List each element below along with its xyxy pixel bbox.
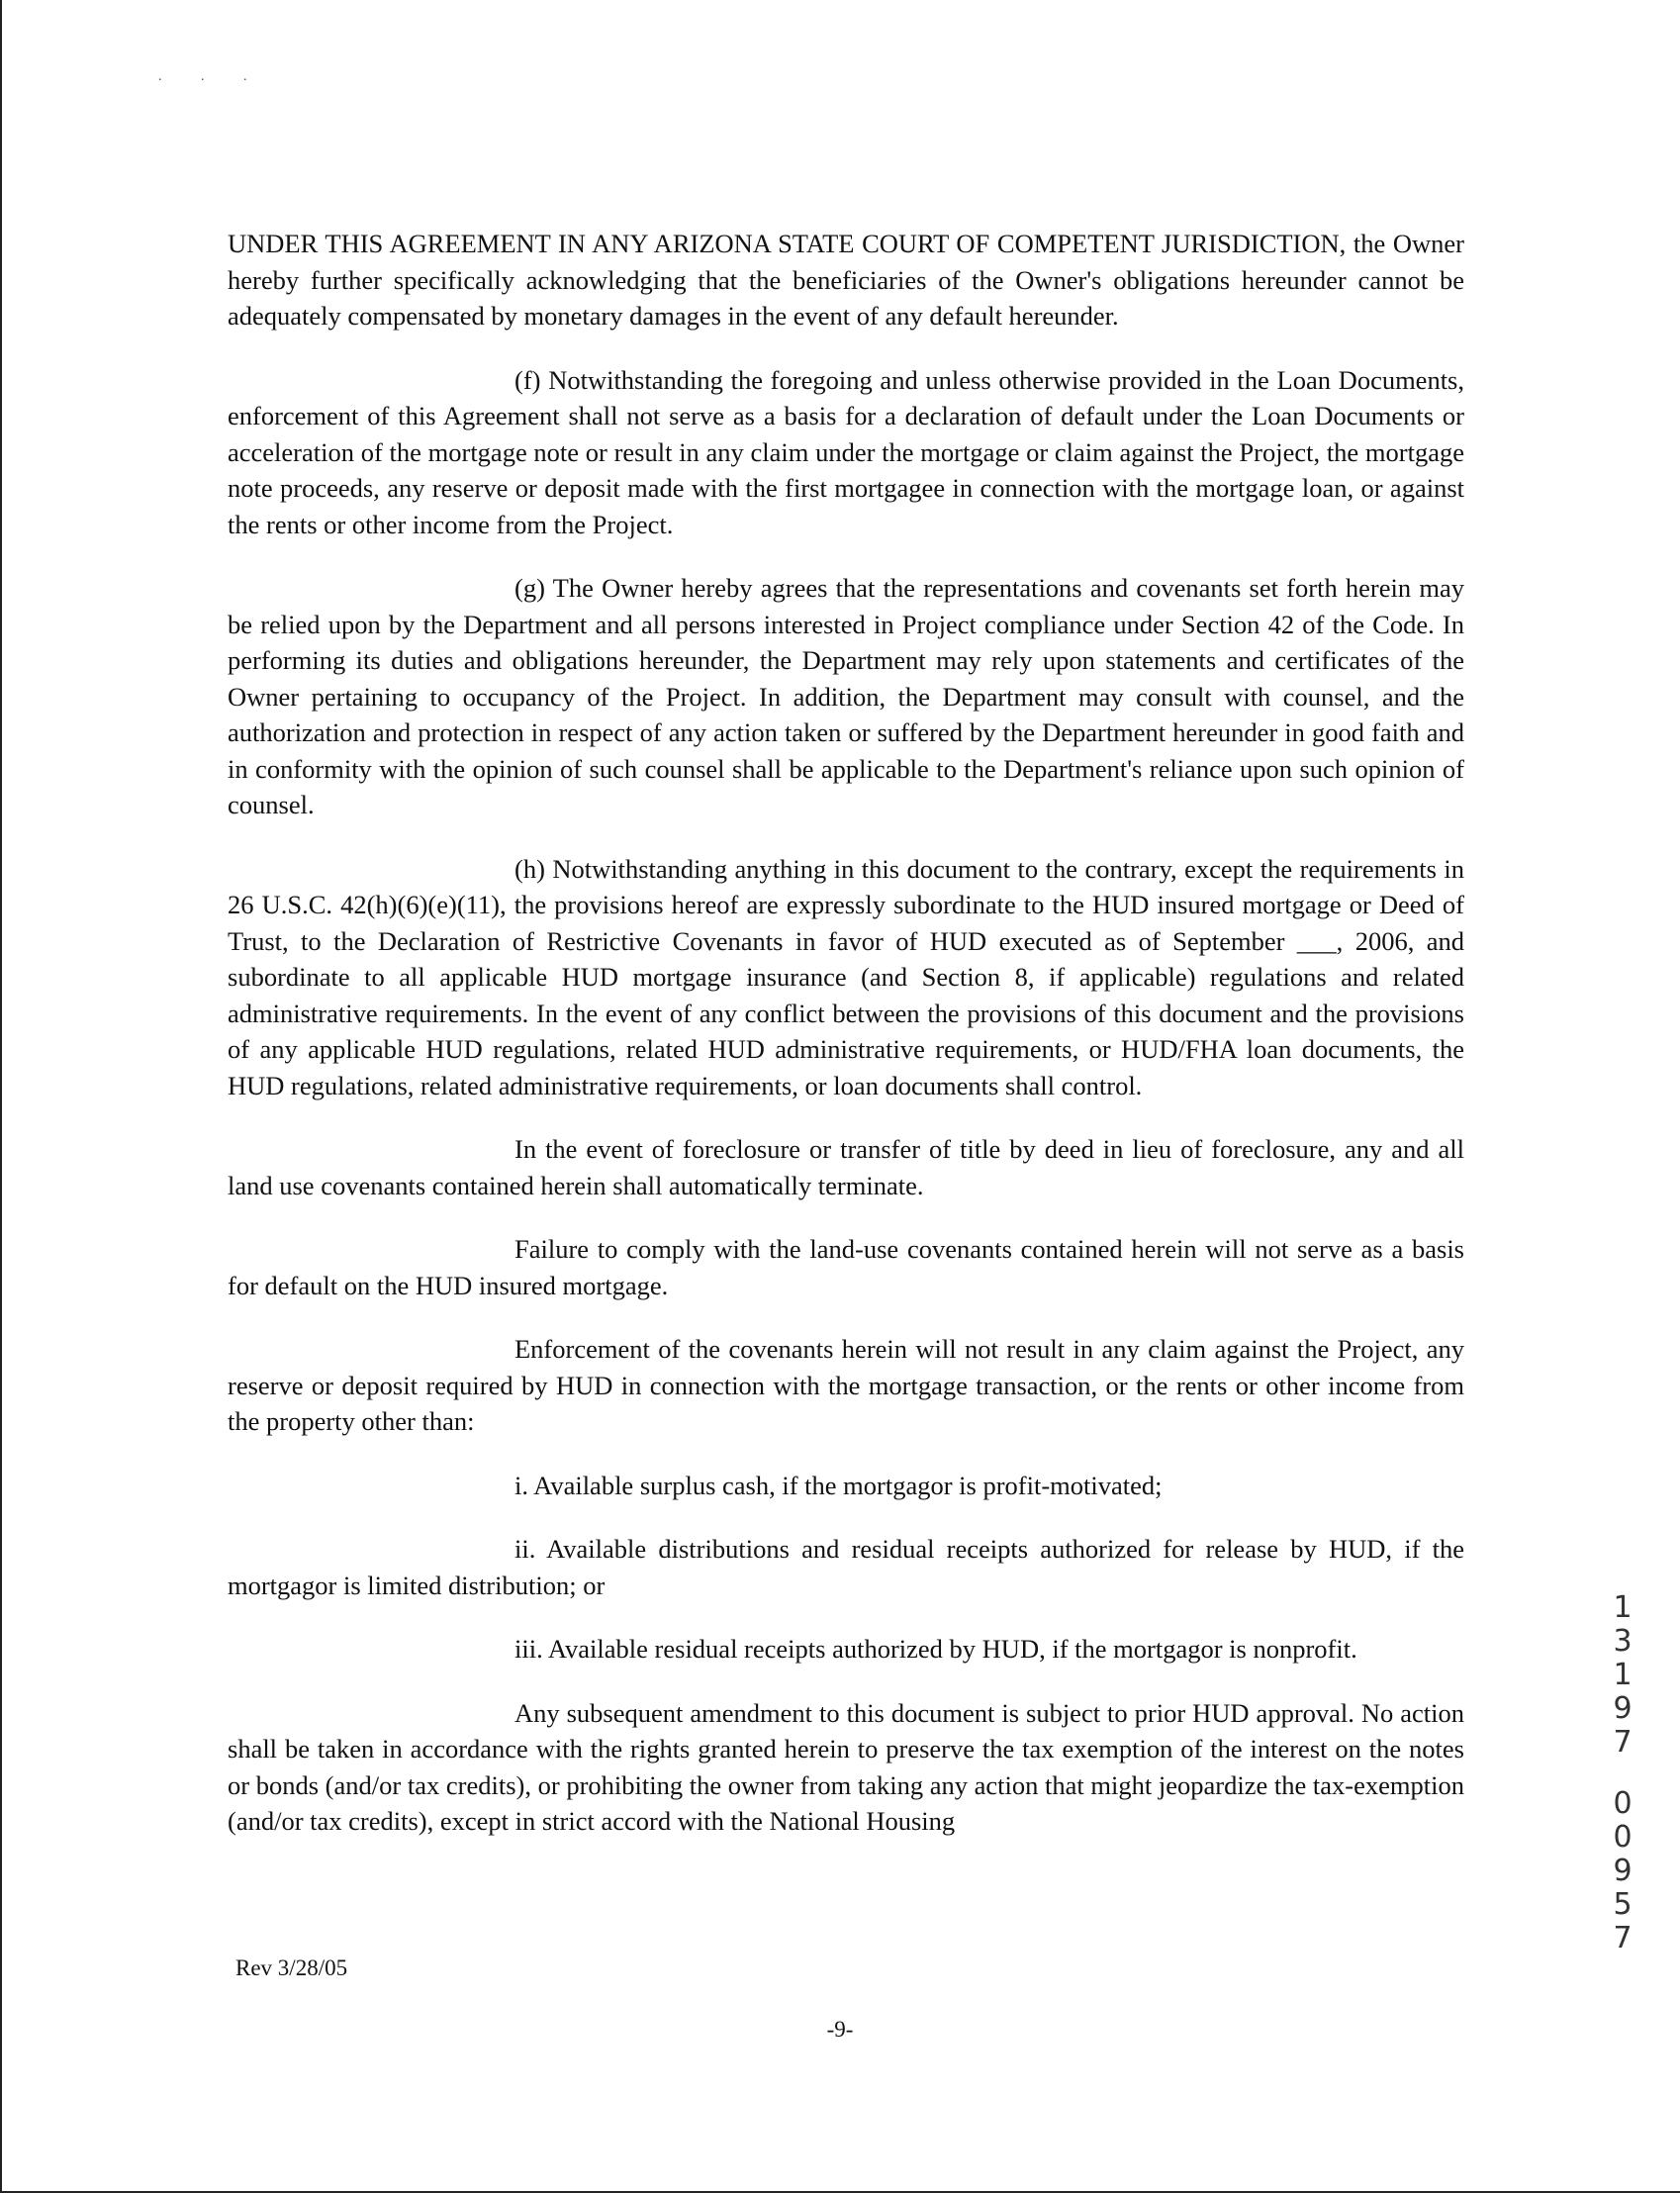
recording-number-stamp (1603, 1591, 1642, 1955)
paragraph-continuation: UNDER THIS AGREEMENT IN ANY ARIZONA STATE COURT OF COMPETENT JURISDICTION, the Owner hereby further specifically acknowledging that the beneficiaries of the Owner's obligations hereunder cannot be adequately compensated by monetary damages in the event of any default hereunder. (228, 229, 1464, 331)
page-number: -9- (826, 2017, 854, 2042)
paragraph-f: (f) Notwithstanding the foregoing and unless otherwise provided in the Loan Documents, enforcement of this Agreement shall not serve as a basis for a declaration of default under the Loan Documents or acceleration of the mortgage note or result in any claim under the mortgage or claim against the Project, the mortgage note proceeds, any reserve or deposit made with the first mortgagee in connection with the mortgage loan, or against the rents or other income from the Project. (228, 364, 1464, 539)
paragraph-amendment: Any subsequent amendment to this document is subject to prior HUD approval. No action shall be taken in accordance with the rights granted herein to preserve the tax exemption of the interest on the notes or bonds (and/or tax credits), or prohibiting the owner from taking any action that might jeopardize the tax-exemption (and/or tax credits), except in strict accord with the National Housing (228, 1697, 1464, 1836)
list-item-i: i. Available surplus cash, if the mortgagor is profit-motivated; (514, 1470, 1163, 1500)
stamp-digit: 7 (1613, 1725, 1633, 1760)
paragraph-failure-to-comply: Failure to comply with the land-use covenants contained herein will not serve as a basis for default on the HUD insured mortgage. (228, 1234, 1464, 1300)
scan-specks: . . . (158, 69, 265, 84)
stamp-digit: 1 (1613, 1590, 1633, 1625)
stamp-digit: 0 (1613, 1820, 1633, 1855)
stamp-digit: 1 (1613, 1658, 1633, 1692)
list-item-ii: ii. Available distributions and residual receipts authorized for release by HUD, if the mortgagor is limited distribution; or (228, 1534, 1464, 1600)
stamp-digit: 3 (1613, 1624, 1633, 1659)
paragraph-h: (h) Notwithstanding anything in this document to the contrary, except the requirements in 26 U.S.C. 42(h)(6)(e)(11), the provisions hereof are expressly subordinate to the HUD insured mortgage or Deed of Trust, to the Declaration of Restrictive Covenants in favor of HUD executed as of September ___, 2006, and subordinate to all applicable HUD mortgage insurance (and Section 8, if applicable) regulations and related administrative requirements. In the event of any conflict between the provisions of this document and the provisions of any applicable HUD regulations, related HUD administrative requirements, or HUD/FHA loan documents, the HUD regulations, related administrative requirements, or loan documents shall control. (228, 853, 1464, 1100)
list-item-iii: iii. Available residual receipts authorized by HUD, if the mortgagor is nonprofit. (514, 1634, 1357, 1664)
paragraph-foreclosure: In the event of foreclosure or transfer of title by deed in lieu of foreclosure, any and all land use covenants contained herein shall automatically terminate. (228, 1134, 1464, 1200)
revision-date: Rev 3/28/05 (235, 1955, 348, 1980)
paragraph-enforcement: Enforcement of the covenants herein will not result in any claim against the Project, any reserve or deposit required by HUD in connection with the mortgage transaction, or the rents or other income from the property other than: (228, 1334, 1464, 1436)
page-border-left (0, 0, 2, 2193)
stamp-digit: 9 (1613, 1691, 1633, 1726)
paragraph-g: (g) The Owner hereby agrees that the representations and covenants set forth herein may be relied upon by the Department and all persons interested in Project compliance under Section 42 of the Code. In performing its duties and obligations hereunder, the Department may rely upon statements and certificates of the Owner pertaining to occupancy of the Project. In addition, the Department may consult with counsel, and the authorization and protection in respect of any action taken or suffered by the Department hereunder in good faith and in conformity with the opinion of such counsel shall be applicable to the Department's reliance upon such opinion of counsel. (228, 573, 1464, 819)
stamp-digit: 0 (1613, 1786, 1633, 1821)
stamp-digit: 7 (1613, 1921, 1633, 1955)
stamp-digit: 5 (1613, 1887, 1633, 1922)
stamp-digit: 9 (1613, 1854, 1633, 1888)
document-body (228, 226, 1464, 1867)
